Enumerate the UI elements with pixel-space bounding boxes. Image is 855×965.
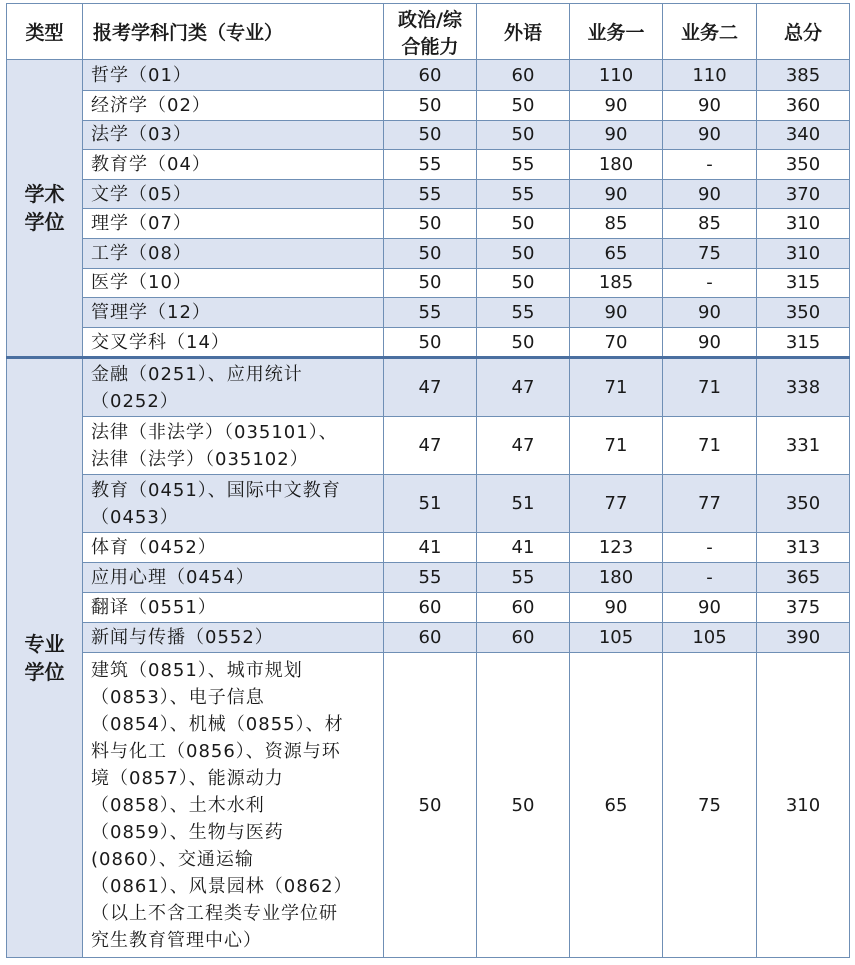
subject-line: （0853）、电子信息 xyxy=(91,686,265,708)
course2-cell: - xyxy=(663,268,757,298)
course2-cell: 75 xyxy=(663,238,757,268)
score-table xyxy=(6,3,850,958)
language-cell: 50 xyxy=(477,653,570,958)
header-politics-line2: 合能力 xyxy=(401,35,459,58)
table-row xyxy=(7,209,850,239)
subject-line: 建筑（0851）、城市规划 xyxy=(91,659,303,681)
subject-line: （0453） xyxy=(91,506,179,528)
subject-line: 料与化工（0856）、资源与环 xyxy=(91,740,341,762)
total-cell: 375 xyxy=(757,593,850,623)
subject-cell: 交叉学科（14） xyxy=(83,327,384,358)
type-label-line2: 学位 xyxy=(24,210,65,235)
subject-line: 翻译（0551） xyxy=(91,597,217,619)
total-cell: 313 xyxy=(757,533,850,563)
language-cell: 50 xyxy=(477,327,570,358)
politics-cell: 47 xyxy=(384,417,477,475)
subject-line: （0859）、生物与医药 xyxy=(91,821,284,843)
language-cell: 60 xyxy=(477,60,570,91)
politics-cell: 60 xyxy=(384,623,477,653)
course1-cell: 77 xyxy=(570,475,663,533)
table-row xyxy=(7,358,850,417)
header-row xyxy=(7,4,850,60)
subject-line: （0858）、土木水利 xyxy=(91,794,265,816)
course1-cell: 185 xyxy=(570,268,663,298)
subject-cell: 哲学（01） xyxy=(83,60,384,91)
total-cell: 315 xyxy=(757,268,850,298)
course2-cell: 77 xyxy=(663,475,757,533)
type-label-line1: 专业 xyxy=(24,632,65,657)
language-cell: 50 xyxy=(477,120,570,150)
subject-cell xyxy=(83,475,384,533)
subject-line: 体育（0452） xyxy=(91,537,217,559)
politics-cell: 50 xyxy=(384,120,477,150)
table-row xyxy=(7,298,850,328)
total-cell: 360 xyxy=(757,91,850,121)
course1-cell: 90 xyxy=(570,179,663,209)
politics-cell: 47 xyxy=(384,358,477,417)
course1-cell: 71 xyxy=(570,358,663,417)
course1-cell: 90 xyxy=(570,593,663,623)
course2-cell: 110 xyxy=(663,60,757,91)
politics-cell: 50 xyxy=(384,91,477,121)
course1-cell: 90 xyxy=(570,120,663,150)
course1-cell: 90 xyxy=(570,91,663,121)
course2-cell: - xyxy=(663,533,757,563)
course2-cell: 75 xyxy=(663,653,757,958)
politics-cell: 50 xyxy=(384,209,477,239)
total-cell: 338 xyxy=(757,358,850,417)
subject-line: （0861）、风景园林（0862） xyxy=(91,875,353,897)
subject-line: 应用心理（0454） xyxy=(91,567,255,589)
subject-line: 境（0857）、能源动力 xyxy=(91,767,284,789)
table-row xyxy=(7,533,850,563)
course2-cell: 90 xyxy=(663,298,757,328)
subject-cell xyxy=(83,417,384,475)
course2-cell: 71 xyxy=(663,417,757,475)
total-cell: 315 xyxy=(757,327,850,358)
subject-cell: 法学（03） xyxy=(83,120,384,150)
table-row xyxy=(7,179,850,209)
subject-cell: 工学（08） xyxy=(83,238,384,268)
politics-cell: 41 xyxy=(384,533,477,563)
course2-cell: - xyxy=(663,563,757,593)
type-cell-professional xyxy=(7,358,83,958)
total-cell: 310 xyxy=(757,209,850,239)
language-cell: 41 xyxy=(477,533,570,563)
header-type: 类型 xyxy=(7,4,83,60)
table-row xyxy=(7,623,850,653)
politics-cell: 55 xyxy=(384,179,477,209)
total-cell: 370 xyxy=(757,179,850,209)
subject-cell: 文学（05） xyxy=(83,179,384,209)
table-row xyxy=(7,475,850,533)
subject-line: (0860）、交通运输 xyxy=(91,848,254,870)
subject-line: （0252） xyxy=(91,390,179,412)
table-row xyxy=(7,417,850,475)
course1-cell: 105 xyxy=(570,623,663,653)
header-course1: 业务一 xyxy=(570,4,663,60)
course1-cell: 90 xyxy=(570,298,663,328)
language-cell: 55 xyxy=(477,150,570,180)
subject-cell xyxy=(83,358,384,417)
header-language: 外语 xyxy=(477,4,570,60)
course2-cell: 90 xyxy=(663,593,757,623)
table-row xyxy=(7,150,850,180)
language-cell: 60 xyxy=(477,593,570,623)
subject-cell xyxy=(83,653,384,958)
score-table-body xyxy=(7,60,850,958)
politics-cell: 55 xyxy=(384,298,477,328)
politics-cell: 55 xyxy=(384,563,477,593)
subject-cell: 理学（07） xyxy=(83,209,384,239)
course1-cell: 65 xyxy=(570,653,663,958)
subject-line: （0854）、机械（0855）、材 xyxy=(91,713,344,735)
course1-cell: 70 xyxy=(570,327,663,358)
table-row xyxy=(7,268,850,298)
total-cell: 331 xyxy=(757,417,850,475)
course2-cell: 90 xyxy=(663,327,757,358)
course2-cell: - xyxy=(663,150,757,180)
table-row xyxy=(7,120,850,150)
total-cell: 390 xyxy=(757,623,850,653)
subject-cell: 管理学（12） xyxy=(83,298,384,328)
course1-cell: 180 xyxy=(570,150,663,180)
total-cell: 350 xyxy=(757,298,850,328)
course1-cell: 65 xyxy=(570,238,663,268)
course1-cell: 110 xyxy=(570,60,663,91)
header-course2: 业务二 xyxy=(663,4,757,60)
subject-cell: 经济学（02） xyxy=(83,91,384,121)
total-cell: 350 xyxy=(757,475,850,533)
subject-line: （以上不含工程类专业学位研 xyxy=(91,902,338,924)
total-cell: 350 xyxy=(757,150,850,180)
course1-cell: 85 xyxy=(570,209,663,239)
total-cell: 385 xyxy=(757,60,850,91)
politics-cell: 50 xyxy=(384,268,477,298)
course2-cell: 71 xyxy=(663,358,757,417)
subject-cell xyxy=(83,533,384,563)
subject-line: 法律（法学）（035102） xyxy=(91,448,309,470)
course1-cell: 123 xyxy=(570,533,663,563)
language-cell: 55 xyxy=(477,298,570,328)
type-label-line1: 学术 xyxy=(24,182,65,207)
total-cell: 310 xyxy=(757,653,850,958)
type-cell-academic xyxy=(7,60,83,358)
header-subject: 报考学科门类（专业） xyxy=(83,4,384,60)
subject-cell: 医学（10） xyxy=(83,268,384,298)
subject-line: 究生教育管理中心） xyxy=(91,929,262,951)
politics-cell: 50 xyxy=(384,327,477,358)
language-cell: 55 xyxy=(477,563,570,593)
subject-line: 金融（0251）、应用统计 xyxy=(91,363,303,385)
total-cell: 340 xyxy=(757,120,850,150)
language-cell: 47 xyxy=(477,417,570,475)
table-row xyxy=(7,91,850,121)
politics-cell: 60 xyxy=(384,593,477,623)
language-cell: 55 xyxy=(477,179,570,209)
course2-cell: 90 xyxy=(663,179,757,209)
language-cell: 50 xyxy=(477,91,570,121)
table-row xyxy=(7,60,850,91)
total-cell: 310 xyxy=(757,238,850,268)
course1-cell: 180 xyxy=(570,563,663,593)
subject-line: 法律（非法学）（035101）、 xyxy=(91,421,338,443)
header-total: 总分 xyxy=(757,4,850,60)
subject-line: 教育（0451）、国际中文教育 xyxy=(91,479,341,501)
language-cell: 50 xyxy=(477,238,570,268)
language-cell: 50 xyxy=(477,268,570,298)
language-cell: 51 xyxy=(477,475,570,533)
subject-cell xyxy=(83,623,384,653)
politics-cell: 55 xyxy=(384,150,477,180)
politics-cell: 51 xyxy=(384,475,477,533)
subject-cell xyxy=(83,563,384,593)
course2-cell: 90 xyxy=(663,120,757,150)
subject-cell xyxy=(83,593,384,623)
politics-cell: 50 xyxy=(384,653,477,958)
course1-cell: 71 xyxy=(570,417,663,475)
language-cell: 60 xyxy=(477,623,570,653)
course2-cell: 105 xyxy=(663,623,757,653)
header-politics-line1: 政治/综 xyxy=(398,8,462,31)
politics-cell: 50 xyxy=(384,238,477,268)
table-row xyxy=(7,238,850,268)
language-cell: 50 xyxy=(477,209,570,239)
politics-cell: 60 xyxy=(384,60,477,91)
total-cell: 365 xyxy=(757,563,850,593)
table-row xyxy=(7,593,850,623)
subject-cell: 教育学（04） xyxy=(83,150,384,180)
subject-line: 新闻与传播（0552） xyxy=(91,627,274,649)
table-row xyxy=(7,653,850,958)
header-politics xyxy=(384,4,477,60)
table-row xyxy=(7,327,850,358)
table-row xyxy=(7,563,850,593)
course2-cell: 85 xyxy=(663,209,757,239)
course2-cell: 90 xyxy=(663,91,757,121)
language-cell: 47 xyxy=(477,358,570,417)
type-label-line2: 学位 xyxy=(24,660,65,685)
